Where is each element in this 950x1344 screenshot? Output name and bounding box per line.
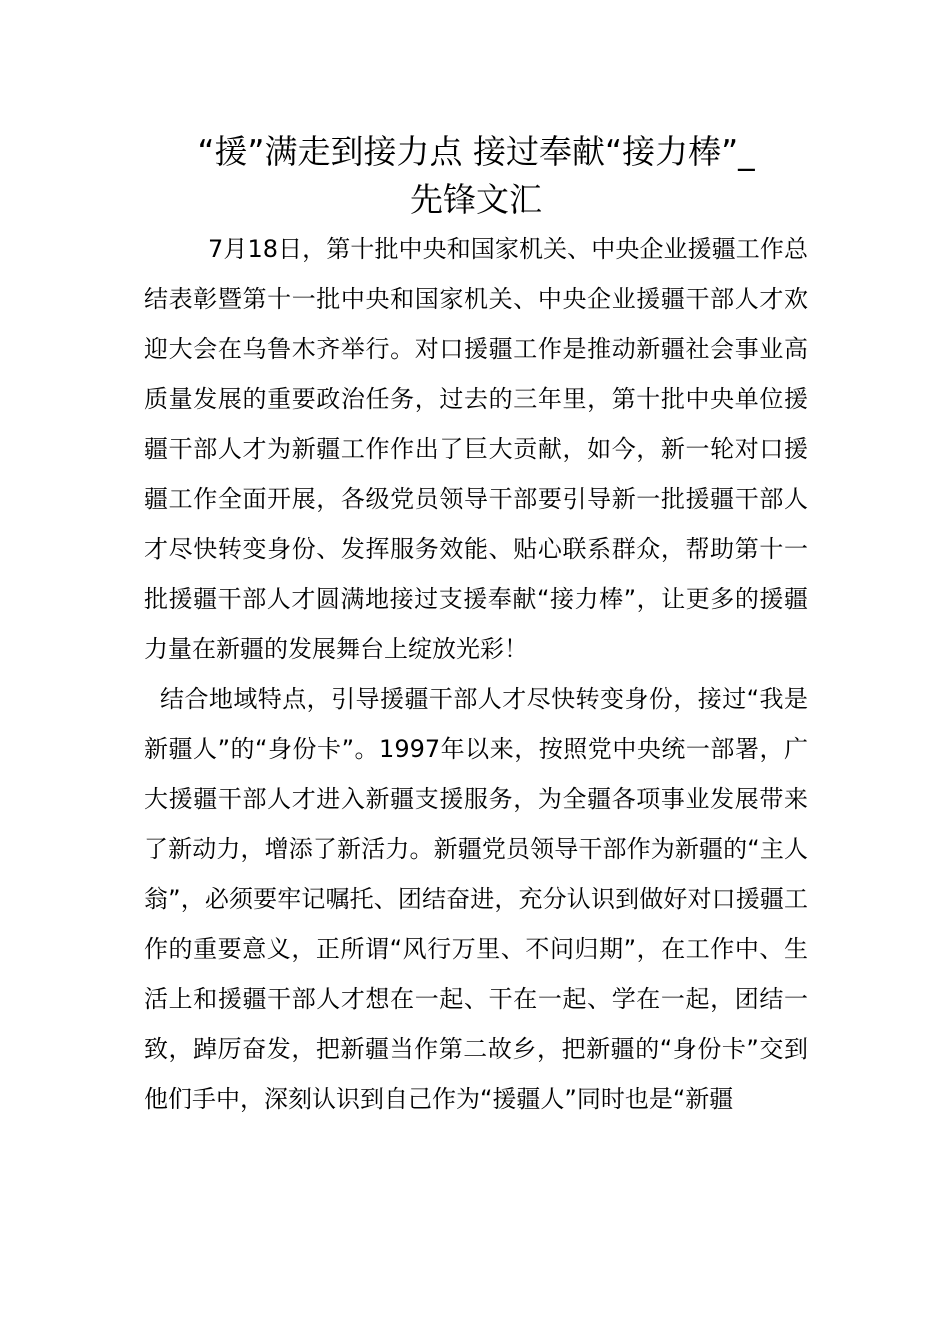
document-body xyxy=(144,128,808,1124)
paragraph-2: 结合地域特点，引导援疆干部人才尽快转变身份，接过“我是新疆人”的“身份卡”。1997年以来，按照党中央统一部署，广大援疆干部人才进入新疆支援服务，为全疆各项事业发展带来了新动力，增添了新活力。新疆党员领导干部作为新疆的“主人翁”，必须要牢记嘱托、团结奋进，充分认识到做好对口援疆工作的重要意义，正所谓“风行万里、不问归期”，在工作中、生活上和援疆干部人才想在一起、干在一起、学在一起，团结一致，踔厉奋发，把新疆当作第二故乡，把新疆的“身份卡”交到他们手中，深刻认识到自己作为“援疆人”同时也是“新疆 xyxy=(144,685,808,1113)
paragraph-1: 7月18日，第十批中央和国家机关、中央企业援疆工作总结表彰暨第十一批中央和国家机关、中央企业援疆干部人才欢迎大会在乌鲁木齐举行。对口援疆工作是推动新疆社会事业高质量发展的重要政治任务，过去的三年里，第十批中央单位援疆干部人才为新疆工作作出了巨大贡献，如今，新一轮对口援疆工作全面开展，各级党员领导干部要引导新一批援疆干部人才尽快转变身份、发挥服务效能、贴心联系群众，帮助第十一批援疆干部人才圆满地接过支援奉献“接力棒”，让更多的援疆力量在新疆的发展舞台上绽放光彩！ xyxy=(144,235,808,663)
document-title: “援”满走到接力点 接过奉献“接力棒”_ 先锋文汇 xyxy=(197,132,755,219)
